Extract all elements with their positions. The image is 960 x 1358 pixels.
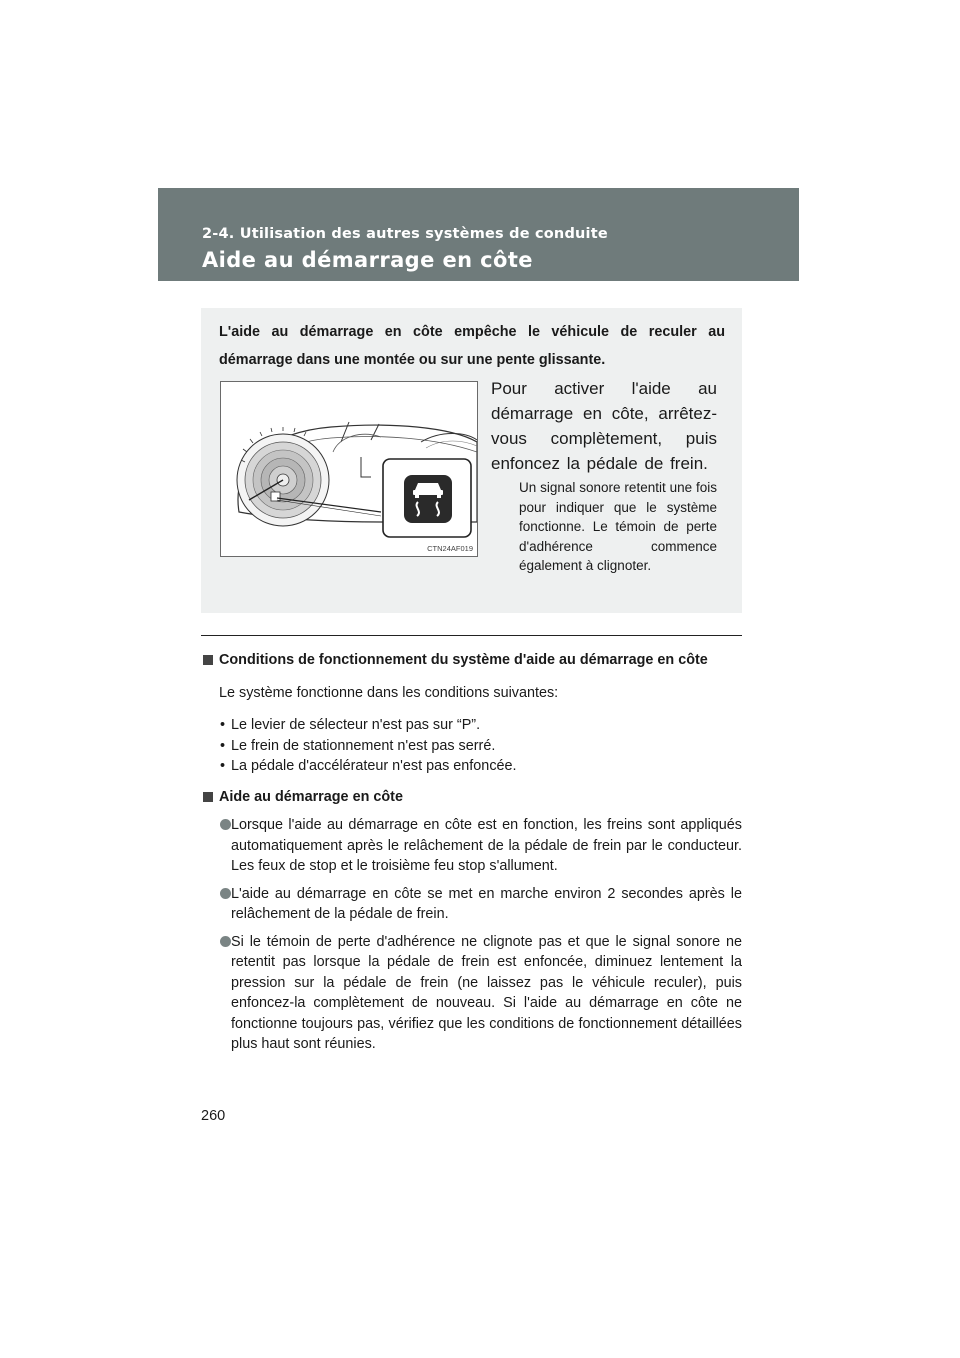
square-bullet-icon: [203, 792, 213, 802]
section-divider: [201, 635, 742, 636]
figure-code: CTN24AF019: [427, 544, 473, 553]
instrument-cluster-illustration: [221, 382, 477, 556]
list-item: Si le témoin de perte d'adhérence ne clignote pas et que le signal sonore ne retentit pas lorsque la pédale de frein est enfoncée, diminuez lentement la pression sur la pédale de frein (ne laissez pas le véhicule reculer), puis enfoncez-la complètement de nouveau. Si l'aide au démarrage en côte ne fonctionne toujours pas, vérifiez que les conditions de fonctionnement détaillées plus haut sont réunies.: [201, 932, 742, 1055]
hill-assist-heading: [201, 787, 742, 808]
list-item: • La pédale d'accélérateur n'est pas enfoncée.: [220, 758, 517, 774]
hill-assist-heading-text: Aide au démarrage en côte: [219, 788, 403, 805]
main-content: [201, 650, 742, 1055]
conditions-lead: Le système fonctionne dans les conditions suivantes:: [219, 684, 559, 701]
activation-note: Un signal sonore retentit une fois pour indiquer que le système fonctionne. Le témoin de perte d'adhérence commence également à clignoter.: [519, 480, 717, 573]
list-item: Lorsque l'aide au démarrage en côte est en fonction, les freins sont appliqués automatiquement après le relâchement de la pédale de frein par le conducteur. Les feux de stop et le troisième feu stop s'allument.: [201, 815, 742, 877]
circle-bullet-icon: [220, 819, 231, 830]
square-bullet-icon: [203, 655, 213, 665]
page-title: Aide au démarrage en côte: [202, 248, 533, 272]
list-item: L'aide au démarrage en côte se met en marche environ 2 secondes après le relâchement de la pédale de frein.: [201, 884, 742, 925]
conditions-heading-text: Conditions de fonctionnement du système d'aide au démarrage en côte: [219, 652, 708, 668]
instrument-cluster-figure: [220, 381, 478, 557]
circle-bullet-icon: [220, 936, 231, 947]
intro-box: [201, 308, 742, 613]
slip-indicator-icon: [404, 475, 452, 523]
page-number: 260: [201, 1108, 226, 1124]
conditions-list: [201, 715, 742, 777]
activation-instructions: Pour activer l'aide au démarrage en côte, arrêtez-vous complètement, puis enfoncez la pédale de frein.: [491, 379, 717, 473]
section-label: 2-4. Utilisation des autres systèmes de conduite: [202, 226, 608, 242]
circle-bullet-icon: [220, 888, 231, 899]
list-item: • Le frein de stationnement n'est pas serré.: [220, 737, 496, 754]
list-item: • Le levier de sélecteur n'est pas sur “P”.: [220, 717, 481, 733]
conditions-heading: [201, 650, 742, 671]
intro-summary: L'aide au démarrage en côte empêche le véhicule de reculer au démarrage dans une montée ou sur une pente glissante.: [219, 324, 725, 368]
chapter-header: [158, 188, 799, 281]
